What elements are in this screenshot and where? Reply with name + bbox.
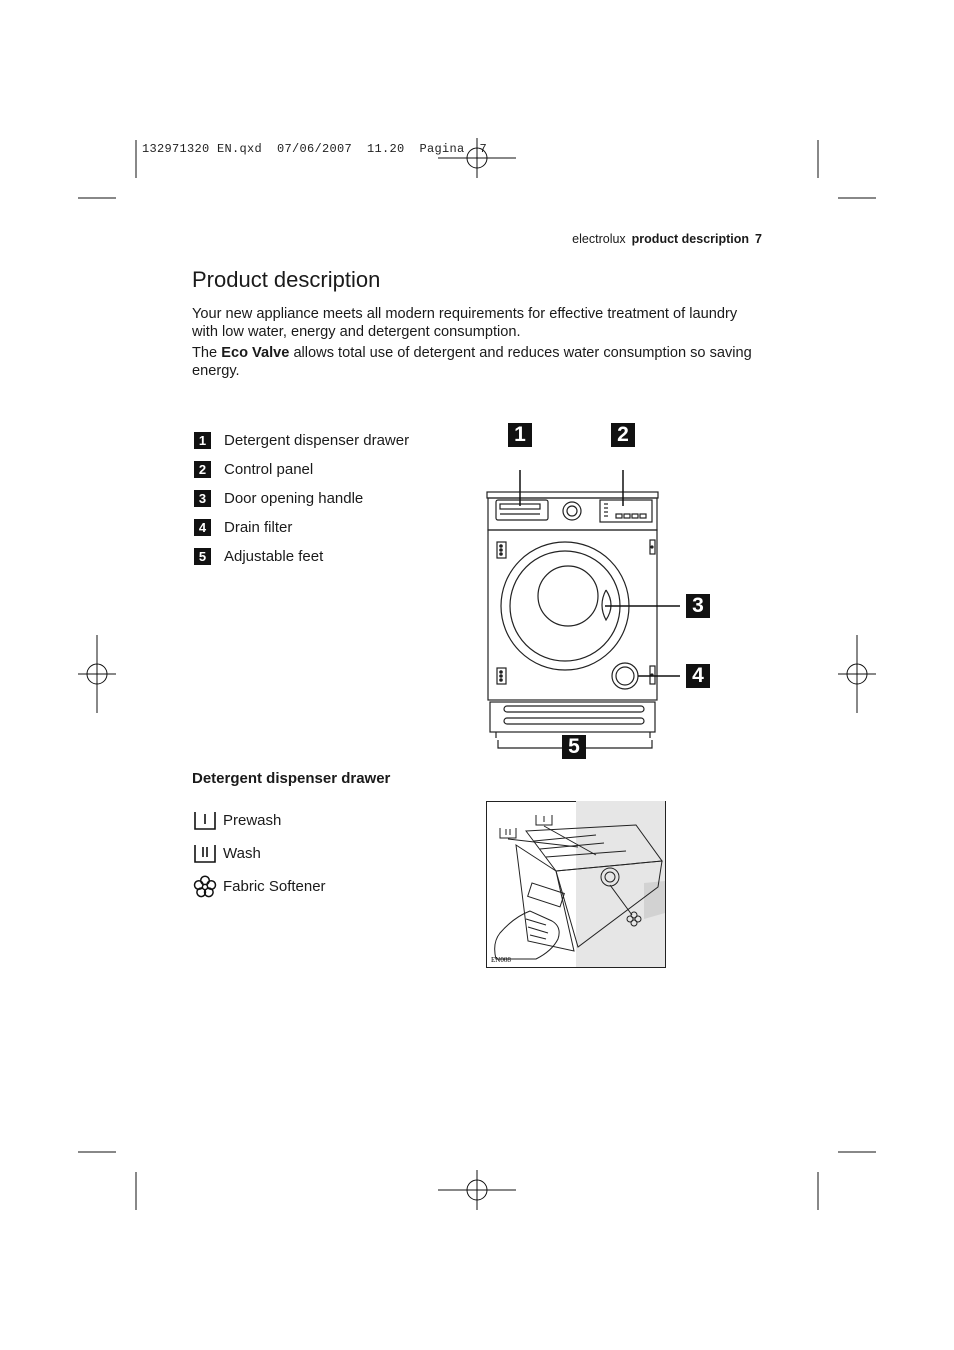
legend-item	[194, 484, 409, 513]
legend-item	[194, 426, 409, 455]
section-name: product description	[631, 232, 750, 246]
dispenser-drawer-illustration	[486, 801, 666, 969]
legend-item	[194, 542, 409, 571]
callout-5: 5	[562, 735, 586, 759]
print-slug: 132971320 EN.qxd 07/06/2007 11.20 Pagina 7	[142, 142, 488, 156]
brand-name: electrolux	[572, 232, 626, 246]
drawer-legend-label: Prewash	[223, 812, 282, 829]
callout-4: 4	[686, 664, 710, 688]
eco-valve-term: Eco Valve	[221, 345, 290, 361]
page-title: Product description	[192, 267, 381, 292]
drawer-legend-item	[193, 870, 326, 903]
eco-valve-suffix: allows total use of detergent and reduces water consumption so saving energy.	[192, 345, 752, 379]
washing-machine-illustration	[480, 470, 680, 760]
drawer-legend-label: Wash	[223, 845, 261, 862]
legend-item	[194, 455, 409, 484]
legend-number: 1	[194, 432, 211, 449]
legend-number: 2	[194, 461, 211, 478]
legend-label: Control panel	[224, 461, 314, 478]
drawer-legend-label: Fabric Softener	[223, 878, 326, 895]
drawer-section-heading: Detergent dispenser drawer	[192, 770, 391, 787]
eco-valve-prefix: The	[192, 345, 218, 361]
intro-paragraph: Your new appliance meets all modern requirements for effective treatment of laundry with low water, energy and detergent consumption.	[192, 306, 738, 340]
parts-legend	[194, 426, 409, 571]
legend-item	[194, 513, 409, 542]
callout-2: 2	[611, 423, 635, 447]
fabric-softener-icon	[193, 875, 217, 899]
legend-number: 4	[194, 519, 211, 536]
drawer-legend	[193, 804, 326, 903]
illustration-code: EN008	[491, 956, 511, 964]
page-number: 7	[755, 232, 762, 246]
drawer-legend-item	[193, 804, 326, 837]
prewash-icon	[193, 811, 217, 831]
callout-1: 1	[508, 423, 532, 447]
legend-number: 5	[194, 548, 211, 565]
legend-label: Detergent dispenser drawer	[224, 432, 410, 449]
running-head	[572, 232, 762, 246]
legend-number: 3	[194, 490, 211, 507]
legend-label: Adjustable feet	[224, 548, 324, 565]
drawer-legend-item	[193, 837, 326, 870]
wash-icon	[193, 844, 217, 864]
callout-3: 3	[686, 594, 710, 618]
eco-valve-paragraph	[192, 344, 762, 380]
legend-label: Drain filter	[224, 519, 293, 536]
legend-label: Door opening handle	[224, 490, 364, 507]
